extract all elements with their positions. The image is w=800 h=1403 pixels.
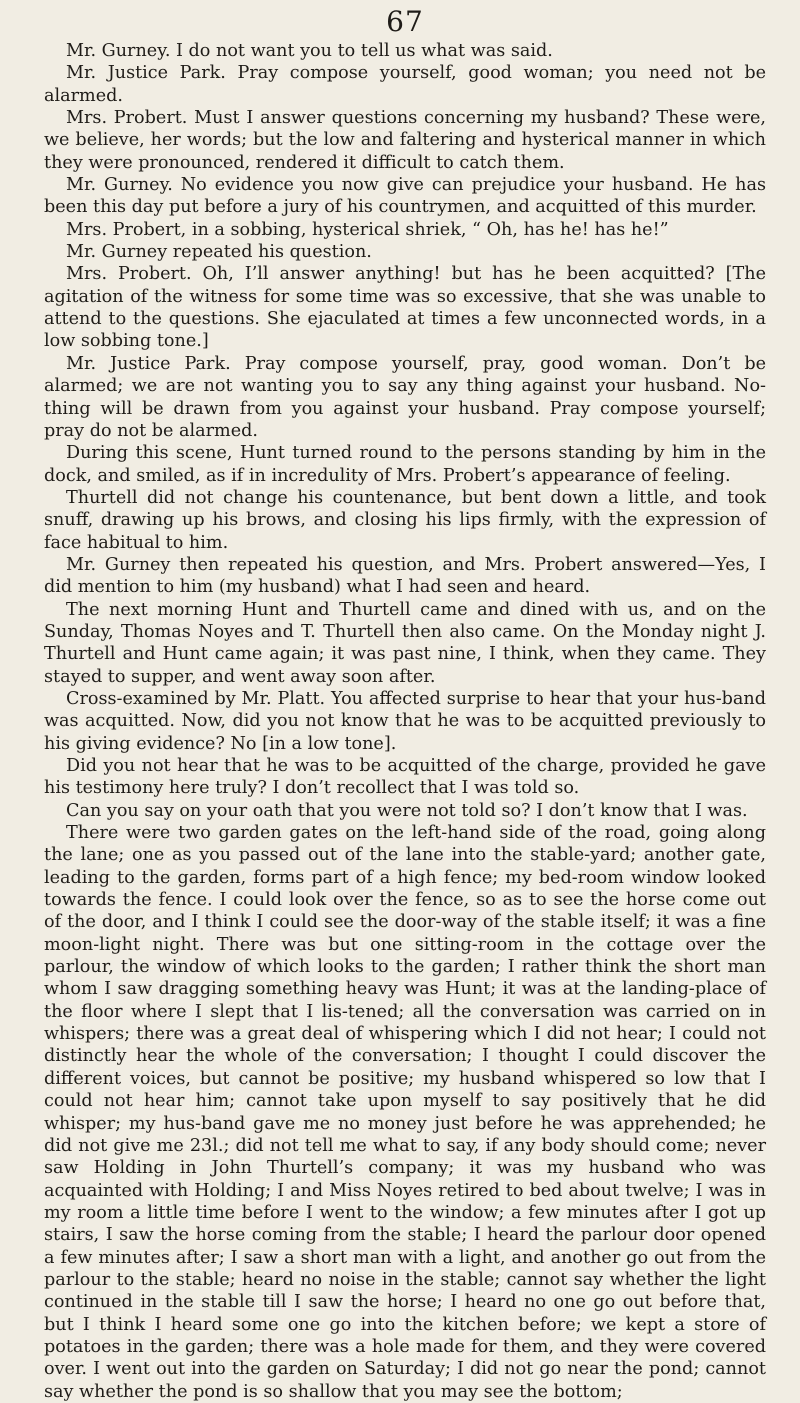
paragraph: Mr. Gurney. No evidence you now give can prejudice your husband. He has been this day put before a jury of his countrymen, and acquitted of this murder. bbox=[44, 175, 766, 218]
paragraph: Mr. Gurney then repeated his question, and Mrs. Probert answered—Yes, I did mention to him (my husband) what I had seen and heard. bbox=[44, 554, 766, 598]
paragraph: Did you not hear that he was to be acquitted of the charge, provided he gave his testimony here truly? I don’t recollect that I was told so. bbox=[44, 756, 766, 799]
paragraph: Mrs. Probert. Oh, I’ll answer anything! but has he been acquitted? [The agitation of the witness for some time was so excessive, that she was unable to attend to the questions. She ejaculated at times a few unconnected words, in a low sobbing tone.] bbox=[44, 264, 766, 352]
paragraph: Mr. Justice Park. Pray compose yourself, pray, good woman. Don’t be alarmed; we are not wanting you to say any thing against your husband. No-thing will be drawn from you against your husband. Pray compose yourself; pray do not be alarmed. bbox=[44, 353, 766, 441]
paragraph: There were two garden gates on the left-hand side of the road, going along the lane; one as you passed out of the lane into the stable-yard; another gate, leading to the garden, forms part of a high fence; my bed-room window looked towards the fence. I could look over the fence, so as to see the horse come out of the door, and I think I could see the door-way of the stable itself; it was a fine moon-light night. There was but one sitting-room in the cottage over the parlour, the window of which looks to the garden; I rather think the short man whom I saw dragging something heavy was Hunt; it was at the landing-place of the floor where I slept that I lis-tened; all the conversation was carried on in whispers; there was a great deal of whispering which I did not hear; I could not distinctly hear the whole of the conversation; I thought I could discover the different voices, but cannot be positive; my husband whispered so low that I could not hear him; cannot take upon myself to say positively that he did whisper; my hus-band gave me no money just before he was apprehended; he did not give me 23l.; did not tell me what to say, if any body should come; never saw Holding in John Thurtell’s company; it was my husband who was acquainted with Holding; I and Miss Noyes retired to bed about twelve; I was in my room a little time before I went to the window; a few minutes after I got up stairs, I saw the horse coming from the stable; I heard the parlour door opened a few minutes after; I saw a short man with a light, and another go out from the parlour to the stable; heard no noise in the stable; cannot say whether the light continued in the stable till I saw the horse; I heard no one go out before that, but I think I heard some one go into the kitchen before; we kept a store of potatoes in the garden; there was a hole made for them, and they were covered over. I went out into the garden on Saturday; I did not go near the pond; cannot say whether the pond is so shallow that you may see the bottom; bbox=[44, 823, 766, 1402]
paragraph: Mr. Gurney. I do not want you to tell us what was said. bbox=[66, 41, 553, 61]
body-text bbox=[44, 40, 766, 1403]
paragraph: Mrs. Probert. Must I answer questions concerning my husband? These were, we believe, her words; but the low and faltering and hysterical manner in which they were pronounced, rendered it difficult to catch them. bbox=[44, 108, 766, 173]
page-number: 67 bbox=[386, 5, 424, 38]
paragraph: Thurtell did not change his countenance, but bent down a little, and took snuff, drawing up his brows, and closing his lips firmly, with the expression of face habitual to him. bbox=[44, 487, 766, 553]
paragraph: The next morning Hunt and Thurtell came and dined with us, and on the Sunday, Thomas Noyes and T. Thurtell then also came. On the Monday night J. Thurtell and Hunt came again; it was past nine, I think, when they came. They stayed to supper, and went away soon after. bbox=[44, 599, 766, 687]
paragraph: Mr. Justice Park. Pray compose yourself, good woman; you need not be alarmed. bbox=[44, 63, 766, 106]
paragraph: Mrs. Probert, in a sobbing, hysterical shriek, “ Oh, has he! has he!” bbox=[66, 219, 669, 240]
paragraph: Can you say on your oath that you were not told so? I don’t know that I was. bbox=[66, 800, 748, 821]
paragraph: Cross-examined by Mr. Platt. You affected surprise to hear that your hus-band was acquitted. Now, did you not know that he was to be acquitted previously to his giving evidence? No [in a low tone]. bbox=[44, 688, 766, 754]
paragraph: Mr. Gurney repeated his question. bbox=[66, 242, 372, 263]
paragraph: During this scene, Hunt turned round to the persons standing by him in the dock, and smiled, as if in incredulity of Mrs. Probert’s appearance of feeling. bbox=[44, 443, 766, 486]
